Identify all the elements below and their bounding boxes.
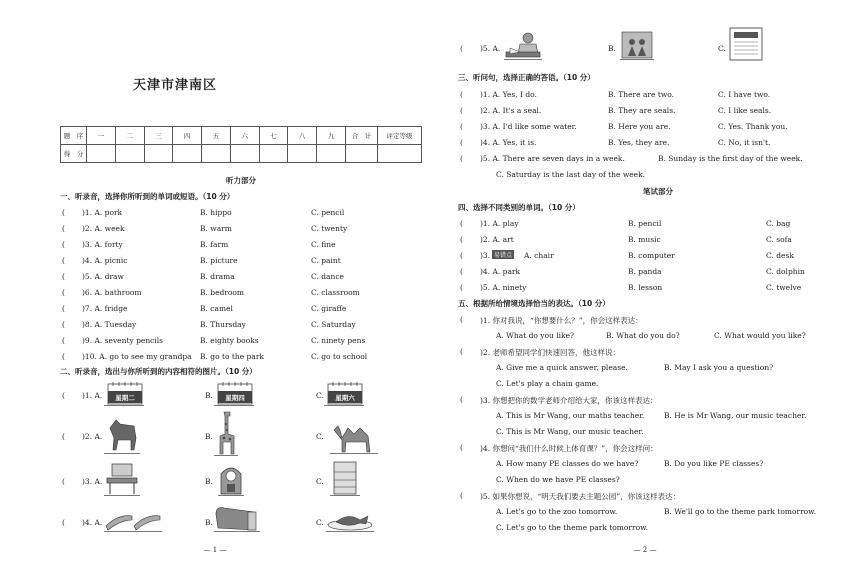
giraffe-picture: [214, 410, 238, 456]
music-book-picture: [726, 26, 766, 62]
option-c: C. Saturday is the last day of the week.: [496, 170, 646, 179]
question-text: )5. 如果你想说，“明天我们要去主题公园”，你该这样表达：: [480, 492, 681, 501]
page-number: — 1 —: [203, 546, 227, 554]
fridge-icon: [330, 460, 360, 496]
question-text: )2. 老师希望同学们快速回答，他这样说：: [480, 348, 620, 357]
option-c: C.: [316, 432, 324, 441]
calendar-icon: [324, 380, 364, 406]
answer-blank[interactable]: (: [460, 122, 463, 131]
score-cell: 评定等级: [378, 127, 422, 145]
option-b: B. Here you are.: [608, 122, 671, 131]
horse-icon: [104, 414, 140, 454]
score-table-header-row: [61, 127, 422, 145]
option-c: C. twenty: [311, 224, 348, 233]
option-a: )7. A. fridge: [82, 304, 128, 313]
option-a: )4. A.: [82, 518, 103, 527]
answer-blank[interactable]: (: [460, 106, 463, 115]
option-a: )4. A. picnic: [82, 256, 128, 265]
option-c: C. No, it isn't.: [718, 138, 771, 147]
answer-blank[interactable]: (: [460, 395, 463, 404]
option-c: C. When do we have PE classes?: [496, 475, 620, 484]
option-c: C.: [316, 518, 324, 527]
score-input-cell[interactable]: [378, 145, 422, 163]
option-b: B. Do you like PE classes?: [664, 459, 764, 468]
score-cell: 八: [288, 127, 317, 145]
option-c: C. desk: [766, 251, 794, 260]
score-input-cell[interactable]: [115, 145, 144, 163]
option-c: C. This is Mr Wang, our music teacher.: [496, 427, 644, 436]
option-a: A. Let's go to the zoo tomorrow.: [496, 507, 618, 516]
section1-heading: 一、听录音，选择你所听到的单词或短语。（10 分）: [60, 192, 235, 201]
answer-blank[interactable]: (: [62, 336, 65, 345]
boy-reading-picture: [504, 30, 542, 60]
option-a: )3. A.: [82, 477, 103, 486]
option-a: )6. A. bathroom: [82, 288, 142, 297]
option-b: B. computer: [628, 251, 675, 260]
score-input-cell[interactable]: [87, 145, 116, 163]
option-c: C. What would you like?: [714, 331, 806, 340]
option-c: C. ninety pens: [311, 336, 366, 345]
giraffe-icon: [214, 410, 238, 456]
answer-blank[interactable]: (: [62, 391, 65, 400]
bananas-picture: [104, 508, 162, 532]
writing-header: 笔试部分: [643, 187, 673, 196]
option-b: B. We'll go to the theme park tomorrow.: [664, 507, 817, 516]
option-b: B.: [608, 44, 616, 53]
score-input-cell[interactable]: [288, 145, 317, 163]
right-page: [430, 0, 860, 565]
option-a: )3. A. forty: [82, 240, 123, 249]
answer-blank[interactable]: (: [460, 443, 463, 452]
option-b: B. Thursday: [200, 320, 246, 329]
option-c: C. Saturday: [311, 320, 356, 329]
option-b: B. warm: [200, 224, 232, 233]
answer-blank[interactable]: (: [62, 256, 65, 265]
option-b: B. Sunday is the first day of the week.: [658, 154, 803, 163]
calendar-picture: [104, 380, 144, 406]
calendar-icon: [104, 380, 144, 406]
option-b: B. hippo: [200, 208, 232, 217]
calendar-picture: [214, 380, 254, 406]
question-text: )1. 你对我说，“你想要什么？”，你会这样表达：: [480, 316, 643, 325]
question-text: )4. 你想问“我们什么时候上体育课？”，你会这样问：: [480, 444, 658, 453]
score-input-cell[interactable]: [173, 145, 202, 163]
listening-header: 听力部分: [226, 176, 256, 185]
option-b: B. lesson: [628, 283, 663, 292]
option-b: B. Yes, they are.: [608, 138, 670, 147]
score-cell: 得 分: [61, 145, 87, 163]
option-c: C. twelve: [766, 283, 802, 292]
answer-blank[interactable]: (: [460, 267, 463, 276]
calendar-icon: [214, 380, 254, 406]
calendar-label: 星期六: [335, 394, 355, 402]
answer-blank[interactable]: (: [460, 315, 463, 324]
option-b: B. go to the park: [200, 352, 264, 361]
score-input-cell[interactable]: [259, 145, 288, 163]
option-a: )4. A. Yes, it is.: [480, 138, 537, 147]
option-c: C. classroom: [311, 288, 360, 297]
answer-blank[interactable]: (: [62, 272, 65, 281]
option-c: C. giraffe: [311, 304, 347, 313]
option-a: A. What do you like?: [496, 331, 575, 340]
answer-blank[interactable]: (: [62, 208, 65, 217]
option-b: B.: [205, 432, 213, 441]
option-b: B. bedroom: [200, 288, 245, 297]
fish-icon: [326, 508, 374, 532]
option-b: B. What do you do?: [606, 331, 680, 340]
score-input-cell[interactable]: [317, 145, 346, 163]
option-a: )2. A.: [82, 432, 103, 441]
option-a: A. chair: [524, 251, 554, 260]
answer-blank[interactable]: (: [460, 235, 463, 244]
tricky-point-badge: [492, 250, 514, 259]
option-a: )5. A.: [480, 44, 501, 53]
option-a: )3. A. I'd like some water.: [480, 122, 577, 131]
option-a: )9. A. seventy pencils: [82, 336, 163, 345]
clock-picture: [218, 462, 244, 496]
score-cell: 七: [259, 127, 288, 145]
score-cell: 二: [115, 127, 144, 145]
answer-blank[interactable]: (: [460, 347, 463, 356]
clock-icon: [218, 462, 244, 496]
answer-blank[interactable]: (: [460, 491, 463, 500]
section3-heading: 三、听问句，选择正确的答语。（10 分）: [458, 73, 595, 82]
option-a: )10. A. go to see my grandpa: [82, 352, 192, 361]
answer-blank[interactable]: (: [62, 477, 65, 486]
score-cell: 六: [230, 127, 259, 145]
option-a: )8. A. Tuesday: [82, 320, 137, 329]
option-b: B. drama: [200, 272, 235, 281]
reading-boy-icon: [504, 30, 542, 60]
calendar-label: 星期四: [225, 394, 245, 402]
option-c: C. Let's go to the theme park tomorrow.: [496, 523, 649, 532]
book-icon: [726, 26, 766, 62]
banana-icon: [104, 508, 162, 532]
answer-blank[interactable]: (: [460, 44, 463, 53]
score-table-score-row: [61, 145, 422, 163]
option-a: )1. A.: [82, 391, 103, 400]
option-b: B. He is Mr Wang, our music teacher.: [664, 411, 807, 420]
question-text: )3. 你想把你的数学老师介绍给大家，你该这样表达：: [480, 396, 658, 405]
answer-blank[interactable]: (: [62, 288, 65, 297]
option-c: C.: [316, 391, 324, 400]
answer-blank[interactable]: (: [460, 90, 463, 99]
score-input-cell[interactable]: [230, 145, 259, 163]
option-b: B. May I ask you a question?: [664, 363, 774, 372]
option-b: B.: [205, 518, 213, 527]
option-c: C. go to school: [311, 352, 368, 361]
score-input-cell[interactable]: [346, 145, 378, 163]
drama-picture: [620, 30, 654, 60]
option-a: )1. A. pork: [82, 208, 123, 217]
option-a: )2. A. art: [480, 235, 514, 244]
section4-heading: 四、选择不同类别的单词。（10 分）: [458, 203, 580, 212]
answer-blank[interactable]: (: [62, 224, 65, 233]
exam-title: 天津市津南区: [132, 78, 217, 93]
option-a: )5. A. ninety: [480, 283, 527, 292]
option-b: B. There are two.: [608, 90, 675, 99]
option-c: C. Let's play a chain game.: [496, 379, 599, 388]
score-input-cell[interactable]: [202, 145, 231, 163]
option-b: B. music: [628, 235, 661, 244]
option-b: B. camel: [200, 304, 233, 313]
horse-picture: [104, 414, 140, 454]
badge-label: 易错点: [494, 252, 513, 259]
answer-blank[interactable]: (: [62, 304, 65, 313]
score-cell: 四: [173, 127, 202, 145]
section2-heading: 二、听录音，选出与你所听到的内容相符的图片。（10 分）: [60, 367, 257, 376]
bread-icon: [214, 504, 260, 532]
calendar-picture: [324, 380, 364, 406]
option-a: )2. A. week: [82, 224, 125, 233]
answer-blank[interactable]: (: [62, 320, 65, 329]
stage-icon: [620, 30, 654, 60]
desk-picture: [104, 462, 140, 496]
option-a: A. This is Mr Wang, our maths teacher.: [496, 411, 645, 420]
option-c: C. I like seals.: [718, 106, 772, 115]
option-b: B. pencil: [628, 219, 662, 228]
calendar-label: 星期二: [115, 394, 135, 402]
desk-icon: [104, 462, 140, 496]
option-c: C. bag: [766, 219, 791, 228]
answer-blank[interactable]: (: [460, 283, 463, 292]
answer-blank[interactable]: (: [460, 154, 463, 163]
option-b: B. picture: [200, 256, 238, 265]
fish-plate-picture: [326, 508, 374, 532]
camel-picture: [330, 418, 378, 454]
option-b: B.: [205, 391, 213, 400]
answer-blank[interactable]: (: [460, 251, 463, 260]
answer-blank[interactable]: (: [62, 518, 65, 527]
option-b: B. eighty books: [200, 336, 259, 345]
option-a: )1. A. play: [480, 219, 519, 228]
score-cell: 一: [87, 127, 116, 145]
option-b: B. They are seals.: [608, 106, 676, 115]
option-c: C. sofa: [766, 235, 792, 244]
score-cell: 三: [144, 127, 173, 145]
answer-blank[interactable]: (: [62, 240, 65, 249]
fridge-picture: [330, 460, 360, 496]
option-b: B.: [205, 477, 213, 486]
camel-icon: [330, 418, 378, 454]
option-c: C. I have two.: [718, 90, 771, 99]
page-number: — 2 —: [633, 546, 657, 554]
option-a: )1. A. Yes, I do.: [480, 90, 537, 99]
option-c: C. dance: [311, 272, 344, 281]
score-cell: 合 计: [346, 127, 378, 145]
score-table: [60, 126, 422, 163]
option-c: C. Yes. Thank you.: [718, 122, 788, 131]
section5-heading: 五、根据所给情境选择恰当的表达。（10 分）: [458, 299, 610, 308]
score-input-cell[interactable]: [144, 145, 173, 163]
score-cell: 五: [202, 127, 231, 145]
option-c: C. pencil: [311, 208, 345, 217]
answer-blank[interactable]: (: [460, 219, 463, 228]
option-b: B. panda: [628, 267, 662, 276]
answer-blank[interactable]: (: [62, 432, 65, 441]
question-number: )3.: [480, 251, 491, 260]
option-c: C. paint: [311, 256, 341, 265]
answer-blank[interactable]: (: [460, 138, 463, 147]
option-a: A. Give me a quick answer, please.: [496, 363, 628, 372]
option-c: C. fine: [311, 240, 336, 249]
option-c: C. dolphin: [766, 267, 805, 276]
score-cell: 九: [317, 127, 346, 145]
option-a: A. How many PE classes do we have?: [496, 459, 639, 468]
option-a: )4. A. park: [480, 267, 521, 276]
option-b: B. farm: [200, 240, 229, 249]
option-a: )2. A. It's a seal.: [480, 106, 542, 115]
bread-picture: [214, 504, 260, 532]
score-cell: 题 序: [61, 127, 87, 145]
option-c: C.: [718, 44, 726, 53]
answer-blank[interactable]: (: [62, 352, 65, 361]
option-a: )5. A. draw: [82, 272, 124, 281]
option-c: C.: [316, 477, 324, 486]
option-a: )5. A. There are seven days in a week.: [480, 154, 625, 163]
